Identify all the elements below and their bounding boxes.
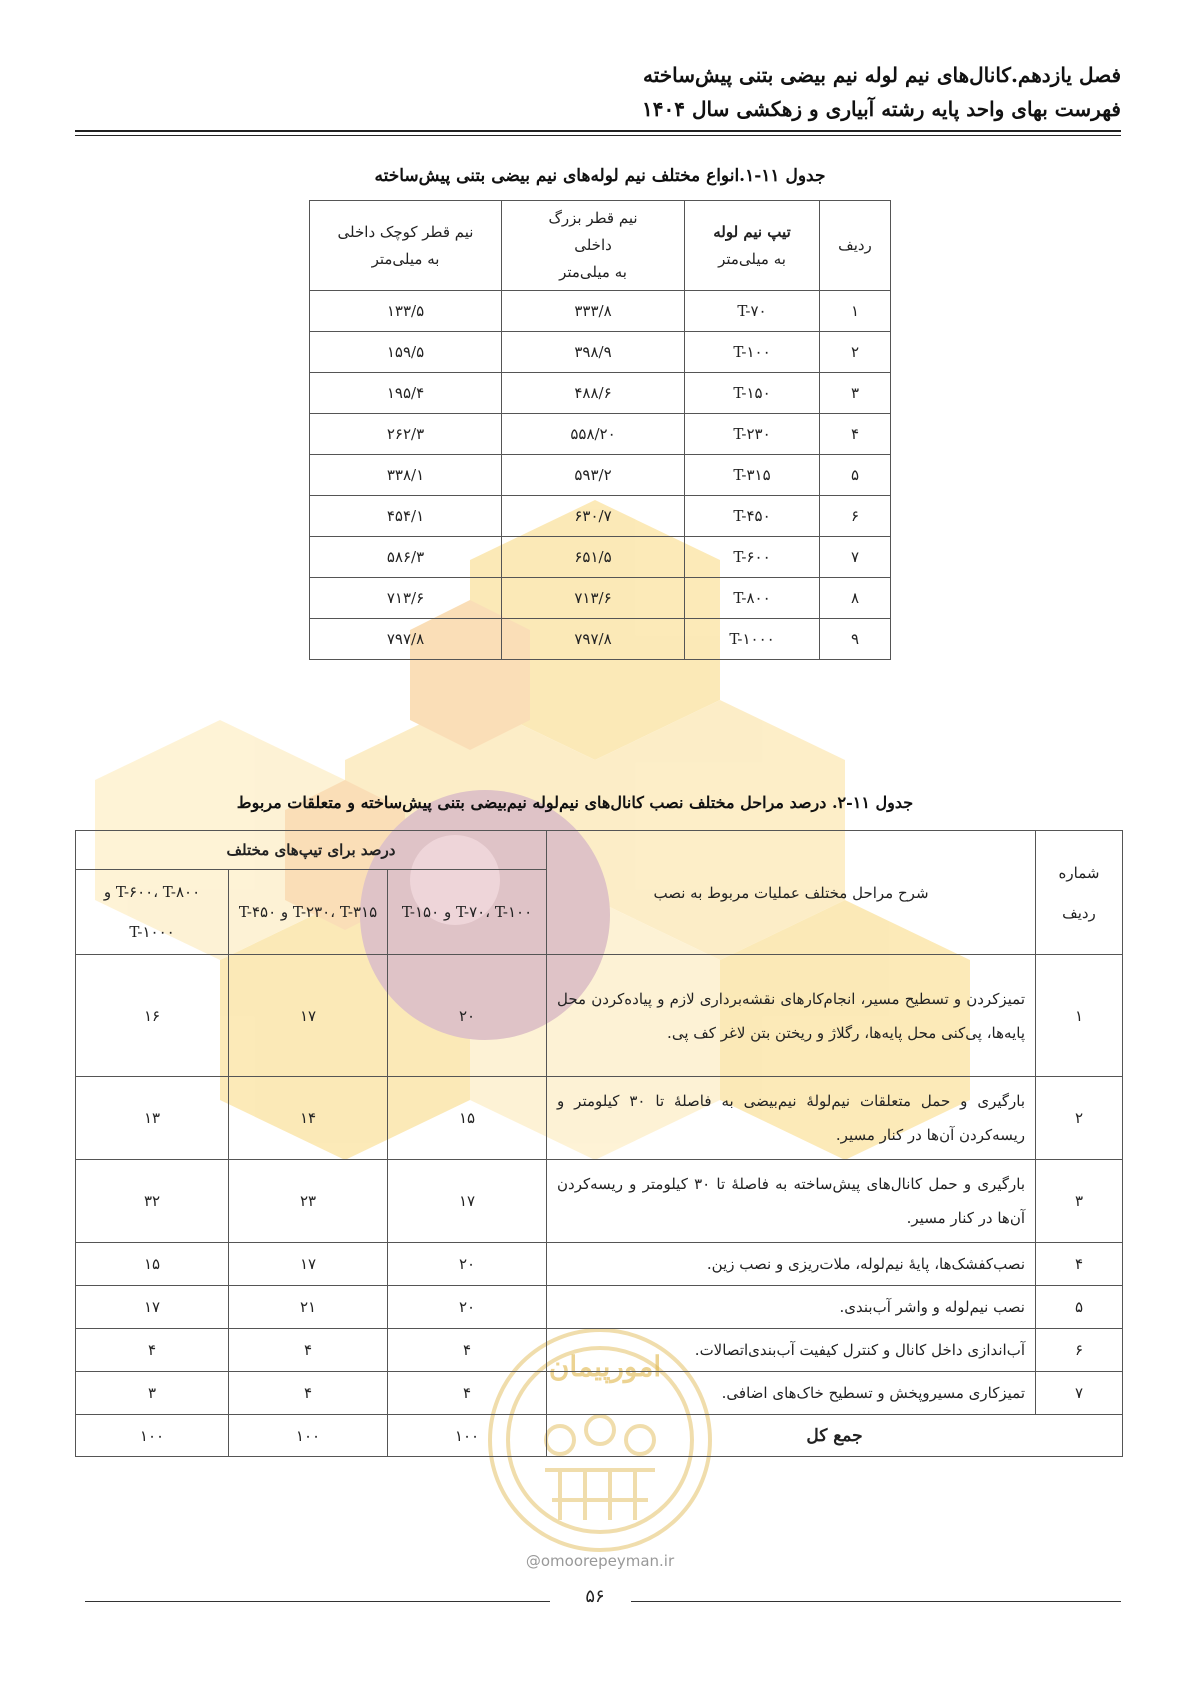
table-row <box>310 537 891 578</box>
header-divider <box>75 130 1121 132</box>
cell-description: آب‌اندازی داخل کانال و کنترل کیفیت آب‌بندی‌اتصالات. <box>547 1329 1036 1372</box>
cell-group1: ۲۰ <box>388 1286 547 1329</box>
total-row <box>76 1415 1123 1457</box>
col-description: شرح مراحل مختلف عملیات مربوط به نصب <box>547 831 1036 955</box>
col-minor-title: نیم قطر کوچک داخلی <box>337 222 474 241</box>
col-row-number: شماره ردیف <box>1036 831 1123 955</box>
cell-row-number: ۴ <box>1036 1243 1123 1286</box>
footer-line-right <box>631 1601 1121 1602</box>
col-group3: T-۶۰۰، T-۸۰۰ و T-۱۰۰۰ <box>76 870 229 955</box>
cell-group1: ۴ <box>388 1329 547 1372</box>
cell-group3: ۳ <box>76 1372 229 1415</box>
col-major <box>502 201 685 291</box>
table-row <box>76 1372 1123 1415</box>
cell-type: T-۸۰۰ <box>685 578 820 619</box>
cell-type: T-۷۰ <box>685 291 820 332</box>
watermark-logo-text: امورپیمان <box>548 1350 662 1383</box>
cell-group3: ۱۳ <box>76 1077 229 1160</box>
col-minor <box>310 201 502 291</box>
cell-description: بارگیری و حمل متعلقات نیم‌لولهٔ نیم‌بیضی به فاصلهٔ تا ۳۰ کیلومتر و ریسه‌کردن آن‌ها در کنار مسیر. <box>547 1077 1036 1160</box>
cell-row-number: ۱ <box>1036 955 1123 1077</box>
cell-row: ۳ <box>820 373 891 414</box>
cell-type: T-۱۵۰ <box>685 373 820 414</box>
cell-type: T-۱۰۰ <box>685 332 820 373</box>
cell-group2: ۱۷ <box>229 955 388 1077</box>
cell-total-label: جمع کل <box>547 1415 1123 1457</box>
cell-minor: ۱۳۳/۵ <box>310 291 502 332</box>
cell-group1: ۱۵ <box>388 1077 547 1160</box>
cell-description: نصب نیم‌لوله و واشر آب‌بندی. <box>547 1286 1036 1329</box>
cell-group2: ۱۴ <box>229 1077 388 1160</box>
table-row <box>310 332 891 373</box>
cell-group3: ۳۲ <box>76 1160 229 1243</box>
cell-major: ۴۸۸/۶ <box>502 373 685 414</box>
col-major-title: نیم قطر بزرگ داخلی <box>548 209 638 254</box>
col-minor-unit: به میلی‌متر <box>371 249 440 268</box>
cell-group3: ۴ <box>76 1329 229 1372</box>
chapter-title: فصل یازدهم.کانال‌های نیم لوله نیم بیضی بتنی پیش‌ساخته <box>643 63 1121 87</box>
table-row <box>76 1077 1123 1160</box>
col-percent-group: درصد برای تیپ‌های مختلف <box>76 831 547 870</box>
cell-type: T-۶۰۰ <box>685 537 820 578</box>
cell-major: ۶۳۰/۷ <box>502 496 685 537</box>
col-group2: T-۲۳۰، T-۳۱۵ و T-۴۵۰ <box>229 870 388 955</box>
cell-minor: ۱۵۹/۵ <box>310 332 502 373</box>
cell-major: ۵۵۸/۲۰ <box>502 414 685 455</box>
table2-caption-text: درصد مراحل مختلف نصب کانال‌های نیم‌لوله نیم‌بیضی بتنی پیش‌ساخته و متعلقات مربوط <box>236 793 832 812</box>
table-row <box>310 414 891 455</box>
cell-row: ۹ <box>820 619 891 660</box>
header-divider-thin <box>75 135 1121 136</box>
cell-major: ۳۹۸/۹ <box>502 332 685 373</box>
cell-description: تمیزکردن و تسطیح مسیر، انجام‌کارهای نقشه‌برداری لازم و پیاده‌کردن محل پایه‌ها، پی‌کنی محل پایه‌ها، رگلاژ و ریختن بتن لاغر کف پی. <box>547 955 1036 1077</box>
cell-row-number: ۷ <box>1036 1372 1123 1415</box>
table1-caption: جدول ۱۱-۱.انواع مختلف نیم لوله‌های نیم بیضی بتنی پیش‌ساخته <box>374 166 826 186</box>
cell-major: ۶۵۱/۵ <box>502 537 685 578</box>
cell-description: بارگیری و حمل کانال‌های پیش‌ساخته به فاصلهٔ تا ۳۰ کیلومتر و ریسه‌کردن آن‌ها در کنار مسیر. <box>547 1160 1036 1243</box>
cell-type: T-۱۰۰۰ <box>685 619 820 660</box>
col-type-unit: به میلی‌متر <box>718 249 786 268</box>
table-row <box>76 1286 1123 1329</box>
cell-row: ۶ <box>820 496 891 537</box>
col-type-title: تیپ نیم لوله <box>713 222 791 241</box>
cell-group1: ۱۷ <box>388 1160 547 1243</box>
table-row <box>310 455 891 496</box>
cell-group1: ۲۰ <box>388 1243 547 1286</box>
cell-group2: ۲۳ <box>229 1160 388 1243</box>
table-row <box>76 955 1123 1077</box>
price-list-title: فهرست بهای واحد پایه رشته آبیاری و زهکشی سال ۱۴۰۴ <box>642 97 1121 121</box>
table-row <box>76 1160 1123 1243</box>
cell-type: T-۴۵۰ <box>685 496 820 537</box>
cell-row-number: ۳ <box>1036 1160 1123 1243</box>
cell-row: ۷ <box>820 537 891 578</box>
cell-group3: ۱۵ <box>76 1243 229 1286</box>
table-row <box>76 1329 1123 1372</box>
cell-row: ۲ <box>820 332 891 373</box>
col-row: ردیف <box>820 201 891 291</box>
table-row <box>310 291 891 332</box>
cell-group1: ۴ <box>388 1372 547 1415</box>
cell-row-number: ۲ <box>1036 1077 1123 1160</box>
page-header <box>642 58 1121 126</box>
table2-caption <box>150 793 1000 812</box>
cell-minor: ۱۹۵/۴ <box>310 373 502 414</box>
installation-stages-table <box>75 830 1123 1457</box>
cell-total-group2: ۱۰۰ <box>229 1415 388 1457</box>
semi-ellipse-types-table <box>309 200 891 660</box>
cell-group3: ۱۶ <box>76 955 229 1077</box>
cell-major: ۵۹۳/۲ <box>502 455 685 496</box>
cell-group2: ۴ <box>229 1372 388 1415</box>
col-group1: T-۷۰، T-۱۰۰ و T-۱۵۰ <box>388 870 547 955</box>
page-number: ۵۶ <box>585 1586 605 1607</box>
cell-minor: ۵۸۶/۳ <box>310 537 502 578</box>
cell-major: ۷۱۳/۶ <box>502 578 685 619</box>
footer-line-left <box>85 1601 550 1602</box>
cell-major: ۳۳۳/۸ <box>502 291 685 332</box>
table-row <box>310 578 891 619</box>
col-major-unit: به میلی‌متر <box>559 263 627 281</box>
cell-group2: ۲۱ <box>229 1286 388 1329</box>
cell-row: ۴ <box>820 414 891 455</box>
cell-minor: ۲۶۲/۳ <box>310 414 502 455</box>
cell-description: تمیزکاری مسیروپخش و تسطیح خاک‌های اضافی. <box>547 1372 1036 1415</box>
table-row <box>310 619 891 660</box>
cell-minor: ۷۹۷/۸ <box>310 619 502 660</box>
cell-type: T-۲۳۰ <box>685 414 820 455</box>
cell-group2: ۱۷ <box>229 1243 388 1286</box>
col-type <box>685 201 820 291</box>
table-row <box>310 496 891 537</box>
table-row <box>76 1243 1123 1286</box>
cell-type: T-۳۱۵ <box>685 455 820 496</box>
cell-major: ۷۹۷/۸ <box>502 619 685 660</box>
cell-minor: ۷۱۳/۶ <box>310 578 502 619</box>
cell-group1: ۲۰ <box>388 955 547 1077</box>
cell-total-group1: ۱۰۰ <box>388 1415 547 1457</box>
cell-row-number: ۵ <box>1036 1286 1123 1329</box>
cell-description: نصب‌کفشک‌ها، پایهٔ نیم‌لوله، ملات‌ریزی و نصب زین. <box>547 1243 1036 1286</box>
cell-row-number: ۶ <box>1036 1329 1123 1372</box>
cell-minor: ۳۳۸/۱ <box>310 455 502 496</box>
table-row <box>310 373 891 414</box>
cell-row: ۵ <box>820 455 891 496</box>
table2-caption-number: جدول ۱۱-۲. <box>831 793 914 812</box>
cell-total-group3: ۱۰۰ <box>76 1415 229 1457</box>
cell-row: ۱ <box>820 291 891 332</box>
cell-group3: ۱۷ <box>76 1286 229 1329</box>
cell-row: ۸ <box>820 578 891 619</box>
cell-minor: ۴۵۴/۱ <box>310 496 502 537</box>
watermark-site: @omoorepeyman.ir <box>525 1552 675 1570</box>
cell-group2: ۴ <box>229 1329 388 1372</box>
